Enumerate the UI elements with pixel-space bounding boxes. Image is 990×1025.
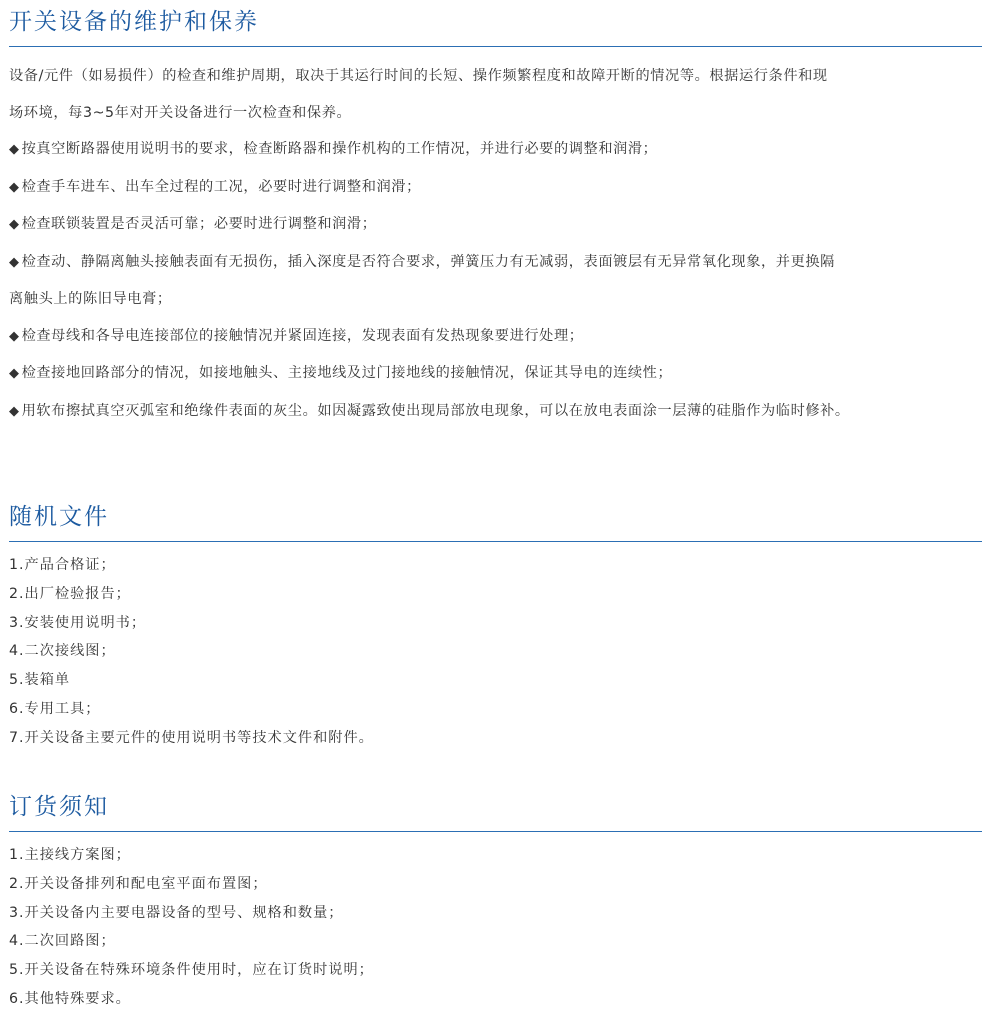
maintenance-item-text: 检查动、静隔离触头接触表面有无损伤，插入深度是否符合要求，弹簧压力有无减弱，表面镀层有无异常氧化现象，并更换隔 — [21, 253, 835, 270]
ordering-list — [9, 841, 982, 1014]
bullet-diamond-icon: ◆ — [9, 254, 20, 270]
maintenance-section — [9, 7, 982, 430]
maintenance-item-4-continued: 离触头上的陈旧导电膏； — [9, 291, 172, 307]
ordering-title: 订货须知 — [9, 794, 109, 820]
maintenance-item-text: 检查母线和各导电连接部位的接触情况并紧固连接，发现表面有发热现象要进行处理； — [21, 327, 584, 344]
maintenance-item-text: 检查手车进车、出车全过程的工况，必要时进行调整和润滑； — [21, 178, 421, 195]
maintenance-intro-line-1: 设备/元件（如易损件）的检查和维护周期，取决于其运行时间的长短、操作频繁程度和故障开断的情况等。根据运行条件和现 — [9, 68, 828, 84]
maintenance-item-6 — [9, 355, 982, 393]
documents-item-4: 4.二次接线图； — [9, 643, 116, 660]
bullet-diamond-icon: ◆ — [9, 142, 20, 157]
documents-item-3: 3.安装使用说明书； — [9, 614, 147, 631]
ordering-item-2: 2.开关设备排列和配电室平面布置图； — [9, 875, 268, 892]
maintenance-item-1 — [9, 131, 982, 169]
documents-item-7: 7.开关设备主要元件的使用说明书等技术文件和附件。 — [9, 729, 374, 746]
maintenance-item-3 — [9, 206, 982, 244]
maintenance-item-text: 检查接地回路部分的情况，如接地触头、主接地线及过门接地线的接触情况，保证其导电的连续性； — [21, 365, 673, 381]
maintenance-intro-line-2: 场环境，每3~5年对开关设备进行一次检查和保养。 — [9, 104, 352, 121]
maintenance-divider — [9, 46, 982, 47]
maintenance-item-7 — [9, 393, 982, 431]
bullet-diamond-icon: ◆ — [9, 366, 20, 381]
bullet-diamond-icon: ◆ — [9, 403, 20, 419]
bullet-diamond-icon: ◆ — [9, 217, 20, 232]
maintenance-item-text: 用软布擦拭真空灭弧室和绝缘件表面的灰尘。如因凝露致使出现局部放电现象，可以在放电表面涂一层薄的硅脂作为临时修补。 — [21, 402, 850, 419]
bullet-diamond-icon: ◆ — [9, 179, 20, 195]
ordering-divider — [9, 831, 982, 832]
maintenance-body — [9, 58, 982, 430]
documents-item-6: 6.专用工具； — [9, 700, 101, 717]
documents-list — [9, 551, 982, 753]
ordering-item-3: 3.开关设备内主要电器设备的型号、规格和数量； — [9, 904, 344, 921]
documents-item-1: 1.产品合格证； — [9, 557, 116, 573]
maintenance-item-4 — [9, 244, 982, 282]
bullet-diamond-icon: ◆ — [9, 328, 20, 344]
maintenance-item-2 — [9, 169, 982, 207]
documents-section — [9, 502, 982, 753]
ordering-item-4: 4.二次回路图； — [9, 933, 116, 950]
maintenance-item-text: 按真空断路器使用说明书的要求，检查断路器和操作机构的工作情况，并进行必要的调整和润滑； — [21, 141, 658, 157]
documents-title: 随机文件 — [9, 504, 109, 530]
ordering-item-5: 5.开关设备在特殊环境条件使用时，应在订货时说明； — [9, 962, 374, 979]
maintenance-title: 开关设备的维护和保养 — [9, 9, 259, 35]
ordering-item-6: 6.其他特殊要求。 — [9, 990, 131, 1007]
documents-item-2: 2.出厂检验报告； — [9, 585, 131, 602]
maintenance-item-5 — [9, 318, 982, 356]
documents-item-5: 5.装箱单 — [9, 672, 71, 689]
ordering-section — [9, 792, 982, 1014]
ordering-item-1: 1.主接线方案图； — [9, 847, 131, 863]
maintenance-item-text: 检查联锁装置是否灵活可靠；必要时进行调整和润滑； — [21, 216, 377, 232]
documents-divider — [9, 541, 982, 542]
